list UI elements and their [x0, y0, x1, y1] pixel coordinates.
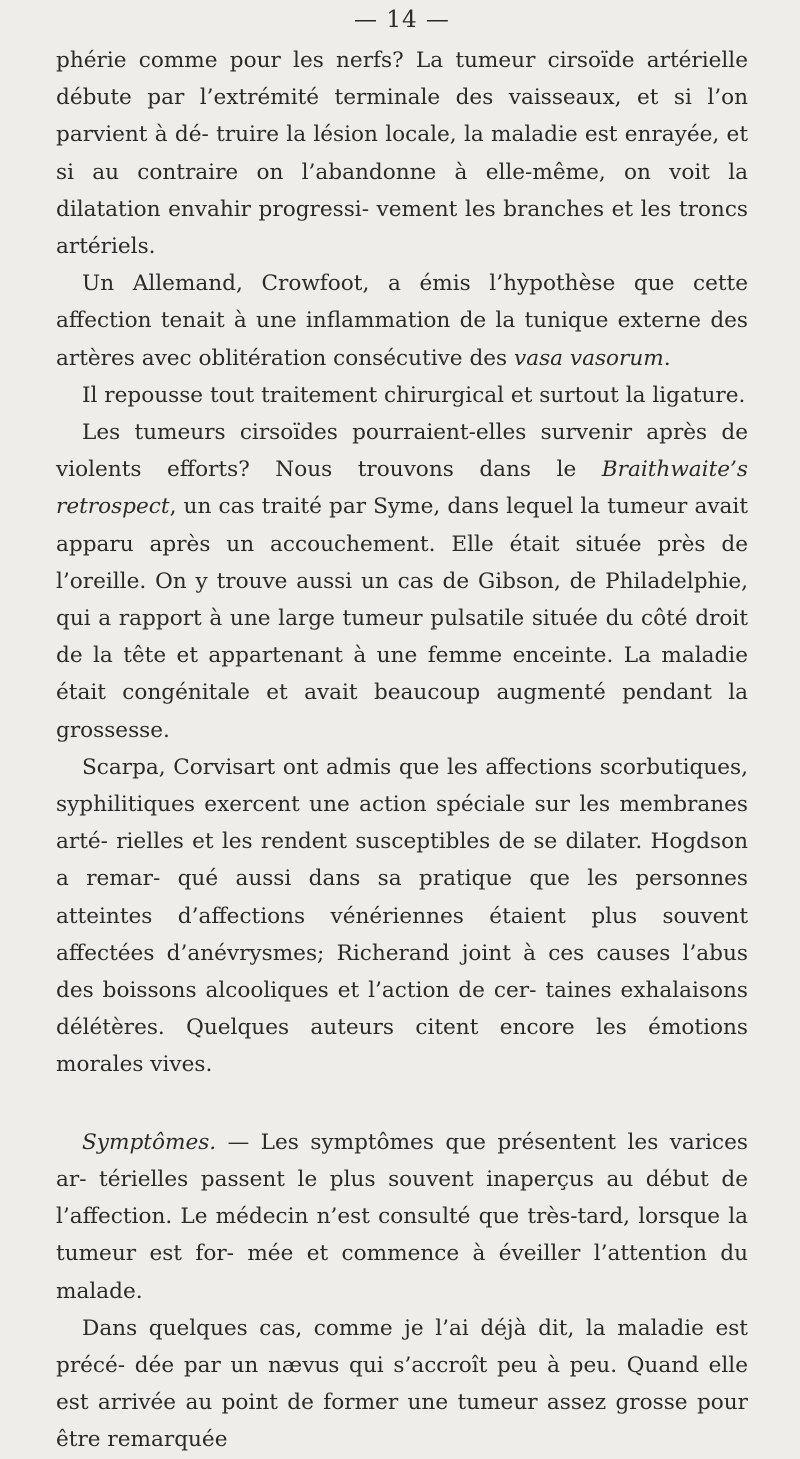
paragraph-4-text-after: , un cas traité par Syme, dans lequel la tumeur avait apparu après un accouchement. Elle était située près de l’oreille. On y trouve aussi un cas de Gibson, de Philadelphie, qui a rapport à une large tumeur pulsatile située du côté droit de la tête et appartenant à une femme enceinte. La maladie était congénitale et avait beaucoup augmenté pendant la grossesse. — [56, 494, 748, 743]
paragraph-3: Il repousse tout traitement chirurgical et surtout la ligature. — [82, 382, 746, 408]
paragraph-6 — [56, 1124, 748, 1310]
section-title-symptomes: Symptômes. — [82, 1129, 217, 1155]
page-number: — 14 — — [354, 7, 450, 33]
paragraph-2-text-before: Un Allemand, Crowfoot, a émis l’hypothèse que cette affection tenait à une inflammation de la tunique externe des artères avec oblitération consécutive des — [56, 271, 748, 371]
paragraph-4-text-before: Les tumeurs cirsoïdes pourraient-elles survenir après de violents efforts? Nous trouvons dans le — [56, 420, 748, 483]
paragraph-2 — [56, 265, 748, 377]
paragraph-5: Scarpa, Corvisart ont admis que les affections scorbutiques, syphilitiques exercent une action spéciale sur les membranes arté- rielles et les rendent susceptibles de se dilater. Hogdson a remar- qué aussi dans sa pratique que les personnes atteintes d’affections vénériennes étaient plus souvent affectées d’anévrysmes; Richerand joint à ces causes l’abus des boissons alcooliques et l’action de cer- taines exhalaisons délétères. Quelques auteurs citent encore les émotions morales vives. — [56, 754, 748, 1078]
paragraph-2-text-after: . — [663, 345, 671, 371]
paragraph-1: phérie comme pour les nerfs? La tumeur cirsoïde artérielle débute par l’extrémité terminale des vaisseaux, et si l’on parvient à dé- truire la lésion locale, la maladie est enrayée, et si au contraire on l’abandonne à elle-même, on voit la dilatation envahir progressi- vement les branches et les troncs artériels. — [56, 48, 748, 260]
paragraph-4 — [56, 414, 748, 749]
body-text — [56, 42, 748, 1459]
paragraph-4-italic: Braithwaite’s retrospect — [56, 457, 748, 520]
paragraph-6-text: — Les symptômes que présentent les varices ar- térielles passent le plus souvent inaperçus au début de l’affection. Le médecin n’est consulté que très-tard, lorsque la tumeur est for- mée et commence à éveiller l’attention du malade. — [56, 1129, 748, 1304]
paragraph-2-italic: vasa vasorum — [514, 345, 664, 371]
paragraph-7: Dans quelques cas, comme je l’ai déjà dit, la maladie est précé- dée par un nævus qui s’accroît peu à peu. Quand elle est arrivée au point de former une tumeur assez grosse pour être remarquée — [56, 1315, 748, 1453]
